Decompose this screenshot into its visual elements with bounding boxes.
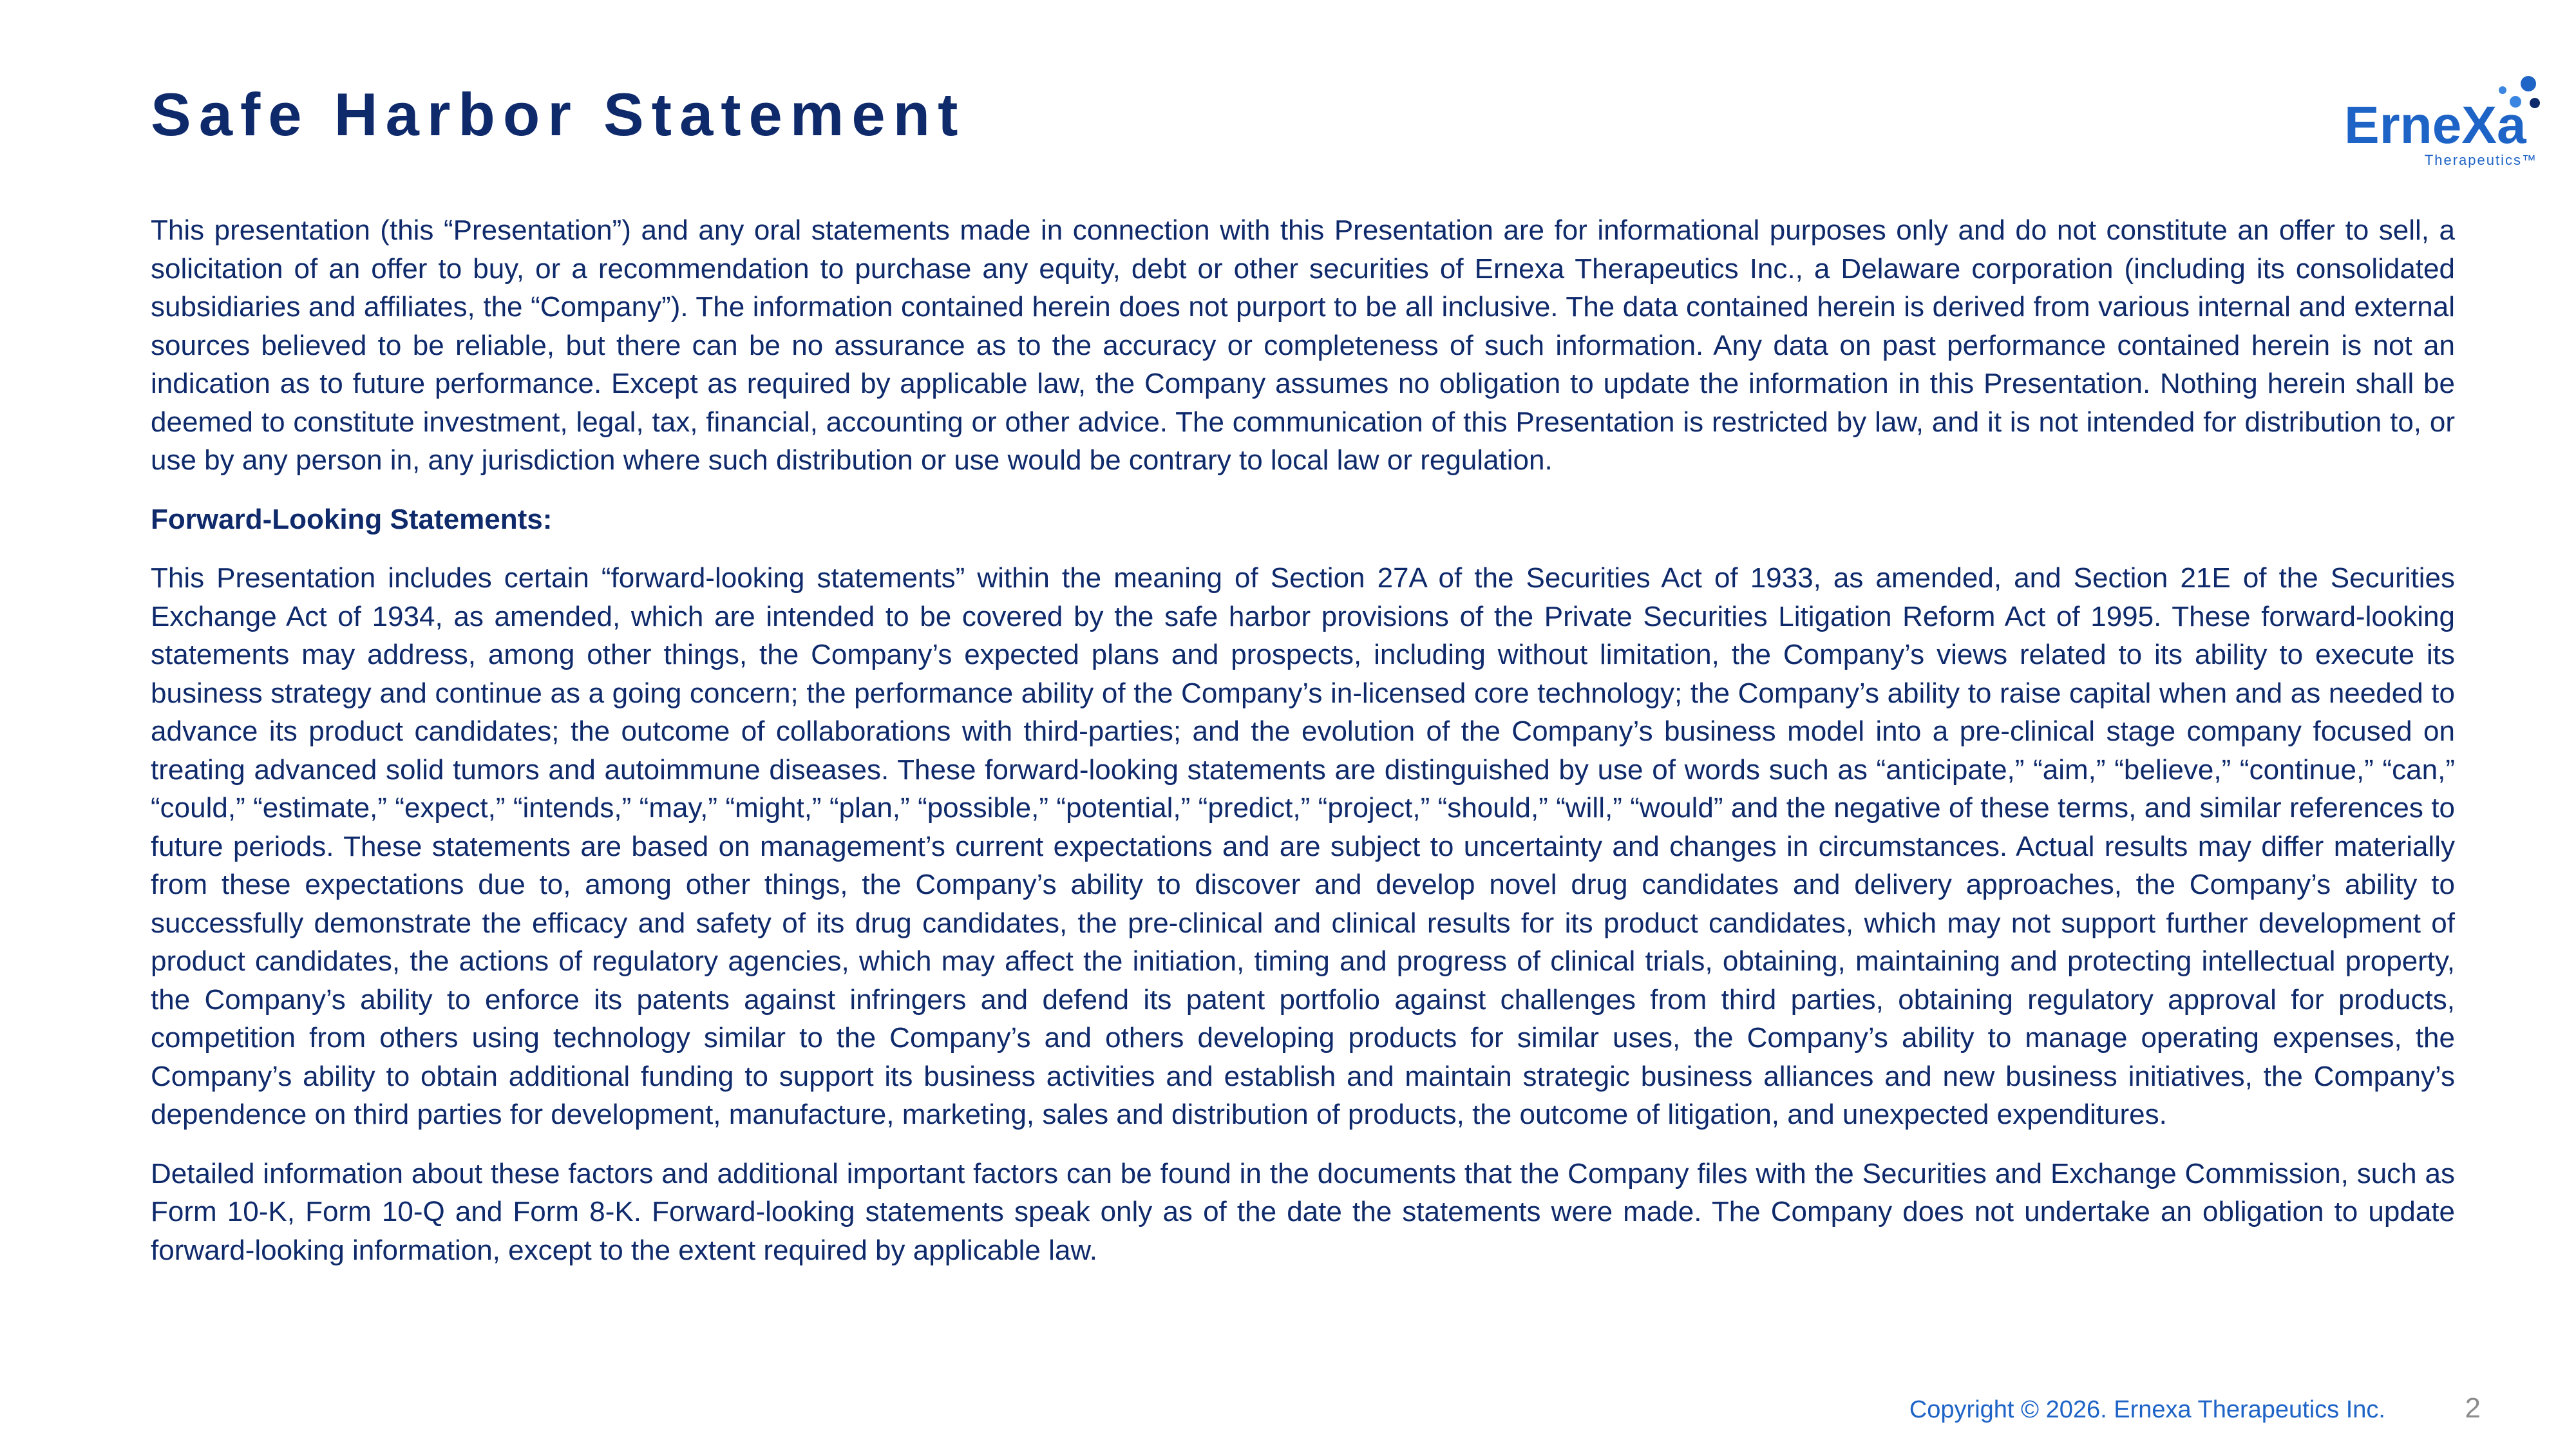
slide-title: Safe Harbor Statement (151, 80, 966, 148)
ernexa-logo (2344, 71, 2557, 174)
intro-paragraph: This presentation (this “Presentation”) and any oral statements made in connection with this Presentation are for informational purposes only and do not constitute an offer to sell, a solicitation of an offer to buy, or a recommendation to purchase any equity, debt or other securities of Ernexa Therapeutics Inc., a Delaware corporation (including its consolidated subsidiaries and affiliates, the “Company”). The information contained herein does not purport to be all inclusive. The data contained herein is derived from various internal and external sources believed to be reliable, but there can be no assurance as to the accuracy or completeness of such information. Any data on past performance contained herein is not an indication as to future performance. Except as required by applicable law, the Company assumes no obligation to update the information in this Presentation. Nothing herein shall be deemed to constitute investment, legal, tax, financial, accounting or other advice. The communication of this Presentation is restricted by law, and it is not intended for distribution to, or use by any person in, any jurisdiction where such distribution or use would be contrary to local law or regulation. (151, 214, 2455, 476)
logo-tagline: Therapeutics™ (2424, 152, 2537, 168)
page-number: 2 (2465, 1392, 2481, 1424)
safe-harbor-body (151, 211, 2455, 1290)
forward-looking-paragraph: This Presentation includes certain “forward-looking statements” within the meaning of Section 27A of the Securities Act of 1933, as amended, and Section 21E of the Securities Exchange Act of 1934, as amended, which are intended to be covered by the safe harbor provisions of the Private Securities Litigation Reform Act of 1995. These forward-looking statements may address, among other things, the Company’s expected plans and prospects, including without limitation, the Company’s views related to its ability to execute its business strategy and continue as a going concern; the performance ability of the Company’s in-licensed core technology; the Company’s ability to raise capital when and as needed to advance its product candidates; the outcome of collaborations with third-parties; and the evolution of the Company’s business model into a pre-clinical stage company focused on treating advanced solid tumors and autoimmune diseases. These forward-looking statements are distinguished by use of words such as “anticipate,” “aim,” “believe,” “continue,” “can,” “could,” “estimate,” “expect,” “intends,” “may,” “might,” “plan,” “possible,” “potential,” “predict,” “project,” “should,” “will,” “would” and the negative of these terms, and similar references to future periods. These statements are based on management’s current expectations and are subject to uncertainty and changes in circumstances. Actual results may differ materially from these expectations due to, among other things, the Company’s ability to discover and develop novel drug candidates and delivery approaches, the Company’s ability to successfully demonstrate the efficacy and safety of its drug candidates, the pre-clinical and clinical results for its product candidates, which may not support further development of product candidates, the actions of regulatory agencies, which may affect the initiation, timing and progress of clinical trials, obtaining, maintaining and protecting intellectual property, the Company’s ability to enforce its patents against infringers and defend its patent portfolio against challenges from third parties, obtaining regulatory approval for products, competition from others using technology similar to the Company’s and others developing products for similar uses, the Company’s ability to manage operating expenses, the Company’s ability to obtain additional funding to support its business activities and establish and maintain strategic business alliances and new business initiatives, the Company’s dependence on third parties for development, manufacture, marketing, sales and distribution of products, the outcome of litigation, and unexpected expenditures. (151, 562, 2455, 1130)
closing-paragraph: Detailed information about these factors and additional important factors can be found in the documents that the Company files with the Securities and Exchange Commission, such as Form 10-K, Form 10-Q and Form 8-K. Forward-looking statements speak only as of the date the statements were made. The Company does not undertake an obligation to update forward-looking information, except to the extent required by applicable law. (151, 1157, 2455, 1266)
forward-looking-heading: Forward-Looking Statements: (151, 503, 553, 535)
logo-wordmark: ErneXa (2344, 96, 2526, 155)
footer-copyright: Copyright © 2026. Ernexa Therapeutics Inc. (1909, 1396, 2385, 1423)
